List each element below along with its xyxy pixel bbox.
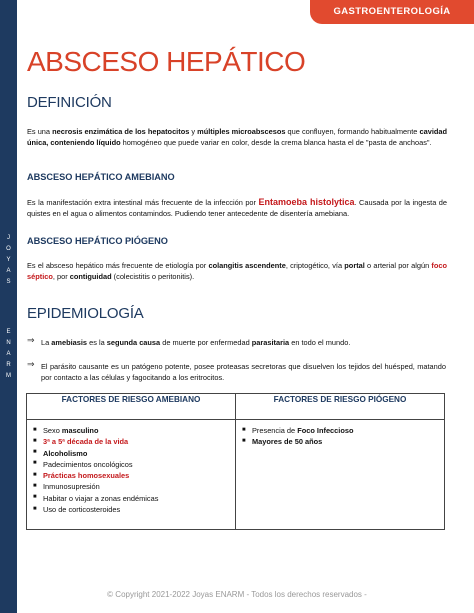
amebiano-heading: ABSCESO HEPÁTICO AMEBIANO [27, 172, 175, 182]
risk-factor-item: ■ Habitar o viajar a zonas endémicas [33, 493, 235, 504]
sidebar-letter: S [6, 279, 11, 285]
risk-factor-item: ■ 3ª a 5ª década de la vida [33, 436, 235, 447]
arrow-icon: ⇒ [27, 335, 35, 345]
section-tab: GASTROENTEROLOGÍA [310, 0, 474, 24]
risk-factor-item: ■ Sexo masculino [33, 425, 235, 436]
sidebar-letter: R [6, 362, 11, 368]
piogeno-paragraph: Es el absceso hepático más frecuente de etiología por colangitis ascendente, criptogético, vía portal o arterial por algún foco séptico, por contiguidad (colecistitis o peritonitis). [27, 261, 448, 281]
sidebar-letter: O [6, 246, 11, 252]
risk-factors-table [26, 393, 445, 530]
risk-factor-item: ■ Presencia de Foco Infeccioso [242, 425, 444, 436]
sidebar-letter: J [7, 235, 10, 241]
sidebar-letter: M [6, 373, 11, 379]
left-sidebar-band [0, 0, 17, 613]
epidemiologia-item-1: La amebiasis es la segunda causa de muerte por enfermedad parasitaria en todo el mundo. [41, 338, 351, 347]
table-header-piogeno: FACTORES DE RIESGO PIÓGENO [236, 394, 445, 420]
sidebar-letter: E [6, 329, 11, 335]
sidebar-letter: Y [6, 257, 11, 263]
copyright-footer: © Copyright 2021-2022 Joyas ENARM - Todos los derechos reservados - [107, 590, 367, 599]
epidemiologia-heading: EPIDEMIOLOGÍA [27, 305, 144, 322]
amebiano-factors-list [33, 425, 235, 515]
page-title: ABSCESO HEPÁTICO [27, 46, 306, 77]
sidebar-letter: A [6, 351, 11, 357]
piogeno-factors-list [242, 425, 444, 448]
risk-factor-item: ■ Uso de corticosteroides [33, 504, 235, 515]
risk-factor-item: ■ Prácticas homosexuales [33, 470, 235, 481]
piogeno-factors-cell [236, 420, 445, 530]
risk-factor-item: ■ Inmunosupresión [33, 481, 235, 492]
sidebar-letter: N [6, 340, 11, 346]
risk-factor-item: ■ Mayores de 50 años [242, 436, 444, 447]
definicion-paragraph: Es una necrosis enzimática de los hepatocitos y múltiples microabscesos que confluyen, formando habitualmente cavidad única, conteniendo líquido homogéneo que puede variar en color, desde la crema blanca hasta el de "pasta de anchoas". [27, 127, 448, 147]
risk-factor-item: ■ Padecimientos oncológicos [33, 459, 235, 470]
epidemiologia-item-2: El parásito causante es un patógeno potente, posee proteasas secretoras que disuelven los tejidos del huésped, matando por contacto a las células y fagocitando a los eritrocitos. [41, 362, 446, 382]
definicion-heading: DEFINICIÓN [27, 94, 112, 111]
amebiano-paragraph: Es la manifestación extra intestinal más frecuente de la infección por Entamoeba histolytica. Causada por la ingesta de quistes en el agua o alimentos contamindos. Pudiendo tener antecedente de disentería amebiana. [27, 197, 448, 218]
sidebar-letter: A [6, 268, 11, 274]
amebiano-factors-cell [27, 420, 236, 530]
arrow-icon: ⇒ [27, 359, 35, 369]
table-header-amebiano: FACTORES DE RIESGO AMEBIANO [27, 394, 236, 420]
piogeno-heading: ABSCESO HEPÁTICO PIÓGENO [27, 236, 168, 246]
risk-factor-item: ■ Alcoholismo [33, 448, 235, 459]
